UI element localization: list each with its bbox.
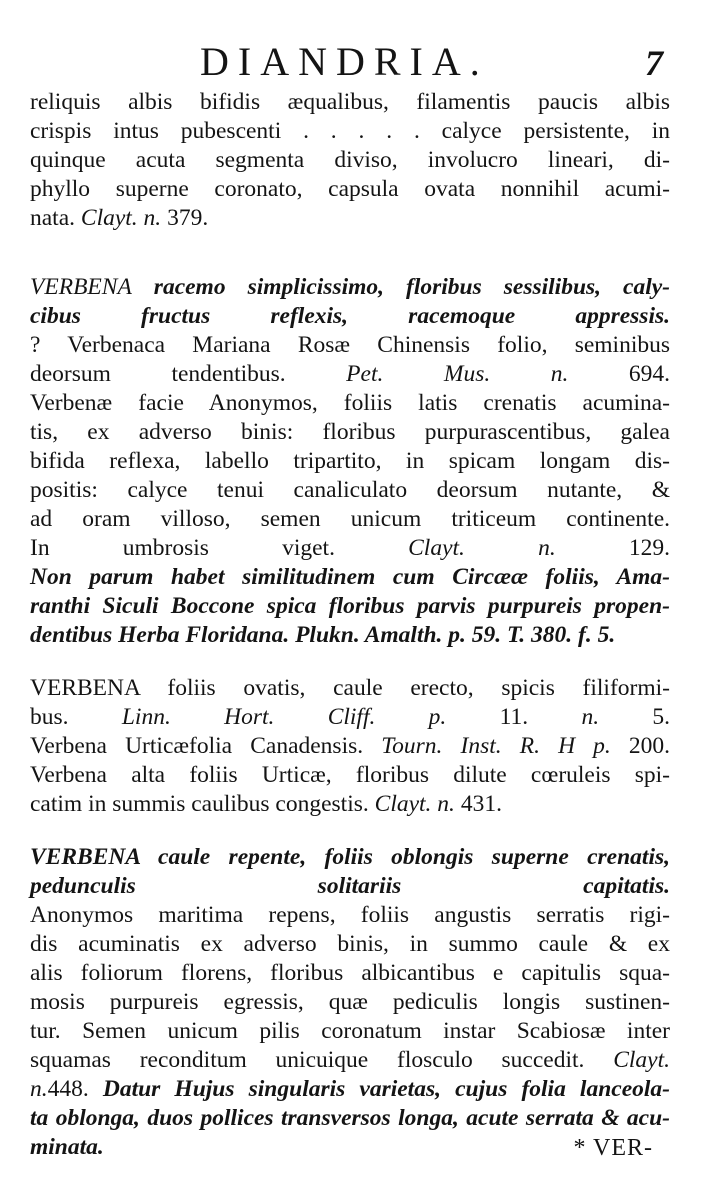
body-text — [30, 88, 670, 1162]
catchword: * VER- — [573, 1135, 653, 1161]
text-run: VERBENA caule repente, foliis oblongis superne crenatis, — [30, 844, 670, 870]
text-run: Clayt. n. — [80, 205, 162, 231]
text-run: tur. Semen unicum pilis coronatum instar Scabiosæ inter — [30, 1018, 670, 1044]
text-line — [30, 175, 670, 204]
text-run: alis foliorum florens, floribus albicantibus e capitulis squa- — [30, 960, 670, 986]
text-run: dentibus Herba Floridana. Plukn. Amalth. p. 59. T. 380. f. 5. — [30, 622, 616, 648]
text-run: Pet. Mus. n. — [346, 361, 569, 387]
text-run: 11. — [446, 704, 582, 730]
text-run: ta oblonga, duos pollices transversos longa, acute serrata & acu- — [30, 1105, 670, 1131]
text-run: In umbrosis viget. — [30, 535, 409, 561]
text-line — [30, 872, 670, 901]
text-run: Datur Hujus singularis varietas, cujus folia lanceola- — [102, 1076, 670, 1102]
text-line — [30, 790, 670, 819]
text-run: cibus fructus reflexis, racemoque appressis. — [30, 303, 670, 329]
text-run: positis: calyce tenui canaliculato deorsum nutante, & — [30, 477, 670, 503]
text-run: catim in summis caulibus congestis. — [30, 791, 375, 817]
text-line — [30, 703, 670, 732]
text-line — [30, 674, 670, 703]
paragraph-4 — [30, 843, 670, 1162]
paragraph-gap — [30, 650, 670, 674]
text-run: Verbena alta foliis Urticæ, floribus dilute cœruleis spi- — [30, 762, 670, 788]
text-line — [30, 563, 670, 592]
text-line — [30, 88, 670, 117]
paragraph-2 — [30, 273, 670, 650]
text-run: tis, ex adverso binis: floribus purpurascentibus, galea — [30, 419, 670, 445]
text-run: quinque acuta segmenta diviso, involucro lineari, di- — [30, 147, 670, 173]
text-run: n. — [30, 1076, 48, 1102]
text-line — [30, 843, 670, 872]
text-run: Verbenæ facie Anonymos, foliis latis crenatis acumina- — [30, 390, 670, 416]
text-run: nata. — [30, 205, 81, 231]
text-run: VERBENA foliis ovatis, caule erecto, spicis filiformi- — [30, 675, 670, 701]
paragraph-gap — [30, 233, 670, 273]
text-run: 200. — [610, 733, 671, 759]
text-run: 694. — [568, 361, 670, 387]
text-run: bifida reflexa, labello tripartito, in spicam longam dis- — [30, 448, 670, 474]
text-run: ranthi Siculi Boccone spica floribus parvis purpureis propen- — [30, 593, 670, 619]
text-line — [30, 592, 670, 621]
text-line — [30, 621, 670, 650]
text-line — [30, 389, 670, 418]
text-run: Anonymos maritima repens, foliis angustis serratis rigi- — [30, 902, 670, 928]
text-run: 129. — [555, 535, 671, 561]
text-run: 448. — [47, 1076, 103, 1102]
text-run: phyllo superne coronato, capsula ovata nonnihil acumi- — [30, 176, 670, 202]
text-line — [30, 302, 670, 331]
text-line — [30, 273, 670, 302]
text-line — [30, 901, 670, 930]
paragraph-gap — [30, 819, 670, 843]
text-line — [30, 360, 670, 389]
text-run: Verbena Urticæfolia Canadensis. — [30, 733, 382, 759]
text-run: Tourn. Inst. R. H p. — [381, 733, 611, 759]
text-line — [30, 930, 670, 959]
text-line — [30, 988, 670, 1017]
text-run: mosis purpureis egressis, quæ pediculis longis sustinen- — [30, 989, 670, 1015]
text-line — [30, 959, 670, 988]
text-line — [30, 476, 670, 505]
text-run: pedunculis solitariis capitatis. — [30, 873, 670, 899]
paragraph-3 — [30, 674, 670, 819]
text-line — [30, 732, 670, 761]
text-run: racemo simplicissimo, floribus sessilibus, caly- — [131, 274, 670, 300]
text-line — [30, 117, 670, 146]
text-line — [30, 761, 670, 790]
text-run: Non parum habet similitudinem cum Circææ foliis, Ama- — [30, 564, 670, 590]
text-run: 431. — [454, 791, 502, 817]
text-run: reliquis albis bifidis æqualibus, filamentis paucis albis — [30, 89, 670, 115]
text-run: squamas reconditum unicuique flosculo succedit. — [30, 1047, 614, 1073]
text-run: minata. — [30, 1134, 104, 1160]
page-header — [0, 38, 701, 88]
text-line — [30, 1075, 670, 1104]
page-number: 7 — [645, 43, 663, 83]
text-line — [30, 447, 670, 476]
text-line — [30, 204, 670, 233]
text-run: bus. — [30, 704, 122, 730]
text-line — [30, 418, 670, 447]
text-line — [30, 1017, 670, 1046]
text-run: crispis intus pubescenti . . . . . calyce persistente, in — [30, 118, 670, 144]
text-run: Clayt. n. — [374, 791, 455, 817]
text-run: Clayt. — [613, 1047, 670, 1073]
text-run: ad oram villoso, semen unicum triticeum continente. — [30, 506, 670, 532]
text-line — [30, 505, 670, 534]
paragraph-1 — [30, 88, 670, 233]
text-line — [30, 1046, 670, 1075]
text-run: dis acuminatis ex adverso binis, in summo caule & ex — [30, 931, 670, 957]
text-run: 5. — [599, 704, 670, 730]
text-run: ? Verbenaca Mariana Rosæ Chinensis folio, seminibus — [30, 332, 670, 358]
text-run: Linn. Hort. Cliff. p. — [121, 704, 447, 730]
text-run: deorsum tendentibus. — [30, 361, 347, 387]
text-line — [30, 1104, 670, 1133]
text-run: Clayt. n. — [408, 535, 556, 561]
running-title: DIANDRIA. — [200, 39, 489, 84]
text-line — [30, 534, 670, 563]
text-line — [30, 146, 670, 175]
text-line — [30, 331, 670, 360]
text-run: 379. — [161, 205, 209, 231]
text-run: VERBENA — [30, 274, 132, 300]
text-run: n. — [581, 704, 600, 730]
